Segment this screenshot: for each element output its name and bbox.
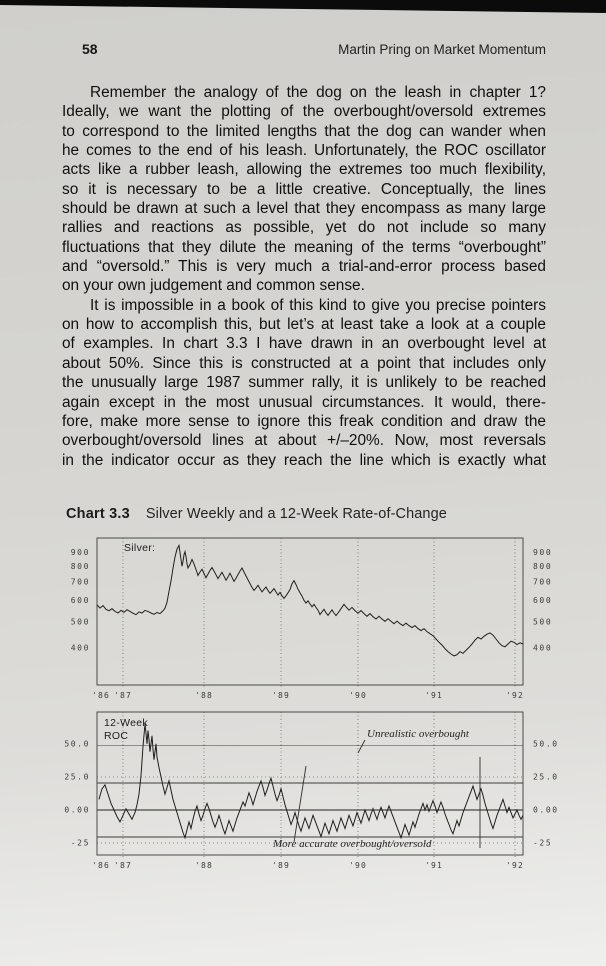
x-tick-label: '89 — [272, 861, 290, 870]
chart-caption-title: Silver Weekly and a 12-Week Rate-of-Change — [145, 506, 447, 522]
panel-label: 12-Week — [104, 717, 148, 729]
x-tick-label: '90 — [349, 691, 367, 700]
y-tick-label-right: 600 — [533, 595, 553, 605]
text-line: again except in the most unusual circumstances. It would, there- — [62, 393, 546, 411]
panel-label: Silver: — [124, 542, 156, 554]
text-line: acts like a rubber leash, allowing the extremes too much flexibility, — [62, 161, 546, 179]
text-line: fore, make more sense to ignore this freak condition and draw the — [62, 412, 546, 430]
y-tick-label-right: 500 — [533, 617, 553, 627]
y-tick-label-right: -25 — [533, 838, 553, 848]
text-line: he comes to the end of his leash. Unfortunately, the ROC oscillator — [62, 142, 546, 160]
y-tick-label-right: 0.00 — [533, 805, 559, 815]
x-tick-label: '91 — [425, 691, 443, 700]
chart-caption — [66, 506, 566, 522]
y-tick-label-left: 700 — [70, 577, 90, 587]
text-line: should be drawn at such a level that they encompass as many large — [62, 200, 546, 218]
y-tick-label-right: 700 — [533, 577, 553, 587]
y-tick-label-left: 25.0 — [64, 772, 90, 782]
plot-frame — [97, 538, 523, 685]
text-line: overbought/oversold lines at about +/–20%. Now, most reversals — [62, 432, 546, 450]
text-line: in the indicator occur as they reach the line which is exactly what — [62, 451, 546, 469]
text-line: so it is necessary to be a little creative. Conceptually, the lines — [62, 180, 546, 198]
text-line: of examples. In chart 3.3 I have drawn in an overbought level at — [62, 335, 546, 353]
annotation-pointer-line — [358, 740, 365, 753]
y-tick-label-right: 900 — [533, 548, 553, 558]
y-tick-label-left: 0.00 — [64, 805, 90, 815]
roc-12-week-line — [99, 724, 523, 838]
x-tick-label: '92 — [506, 691, 524, 700]
x-tick-label: '86 — [92, 691, 110, 700]
chart-annotation: More accurate overbought/oversold — [273, 838, 432, 850]
x-tick-label: '87 — [114, 691, 132, 700]
x-tick-label: '92 — [506, 861, 524, 870]
y-tick-label-left: 400 — [70, 643, 90, 653]
y-tick-label-right: 800 — [533, 562, 553, 572]
y-tick-label-left: -25 — [70, 838, 90, 848]
text-line: on how to accomplish this, but let’s at least take a look at a couple — [62, 316, 546, 334]
chart-caption-label: Chart 3.3 — [66, 506, 130, 522]
y-tick-label-left: 500 — [70, 617, 90, 627]
text-line: Remember the analogy of the dog on the leash in chapter 1? — [90, 84, 546, 101]
text-line: the unusually large 1987 summer rally, it is unlikely to be reached — [62, 374, 546, 392]
x-tick-label: '90 — [349, 861, 367, 870]
panel-label: ROC — [104, 730, 129, 742]
text-line: fluctuations that they dilute the meaning of the terms “overbought” — [62, 238, 546, 256]
text-line: Ideally, we want the plotting of the overbought/oversold extremes — [62, 103, 546, 121]
page-number: 58 — [82, 41, 98, 57]
x-tick-label: '86 — [92, 861, 110, 870]
y-tick-label-left: 900 — [70, 548, 90, 558]
text-line: It is impossible in a book of this kind to give you precise pointers — [90, 296, 546, 314]
y-tick-label-left: 800 — [70, 562, 90, 572]
text-line: on your own judgement and common sense. — [62, 277, 365, 295]
y-tick-label-right: 50.0 — [533, 739, 559, 749]
silver-price-chart — [55, 532, 595, 706]
y-tick-label-right: 25.0 — [533, 772, 559, 782]
annotation-pointer-line — [294, 766, 306, 842]
x-tick-label: '91 — [425, 861, 443, 870]
text-line: and “oversold.” This is very much a trial-and-error process based — [62, 258, 546, 276]
x-tick-label: '88 — [195, 691, 213, 700]
silver-weekly-close-line — [97, 545, 523, 656]
text-line: to correspond to the limited lengths that the dog can wander when — [62, 122, 546, 140]
scan-edge-shadow — [0, 0, 606, 14]
x-tick-label: '89 — [272, 691, 290, 700]
chart-annotation: Unrealistic overbought — [367, 728, 469, 740]
running-header: Martin Pring on Market Momentum — [338, 42, 546, 57]
text-line: about 50%. Since this is constructed at a point that includes only — [62, 354, 546, 372]
body-text — [62, 83, 546, 470]
x-tick-label: '88 — [195, 861, 213, 870]
y-tick-label-right: 400 — [533, 643, 553, 653]
y-tick-label-left: 600 — [70, 595, 90, 605]
y-tick-label-left: 50.0 — [64, 739, 90, 749]
roc-chart — [55, 706, 595, 876]
text-line: rallies and reactions as possible, yet do not include so many — [62, 219, 546, 237]
x-tick-label: '87 — [114, 861, 132, 870]
